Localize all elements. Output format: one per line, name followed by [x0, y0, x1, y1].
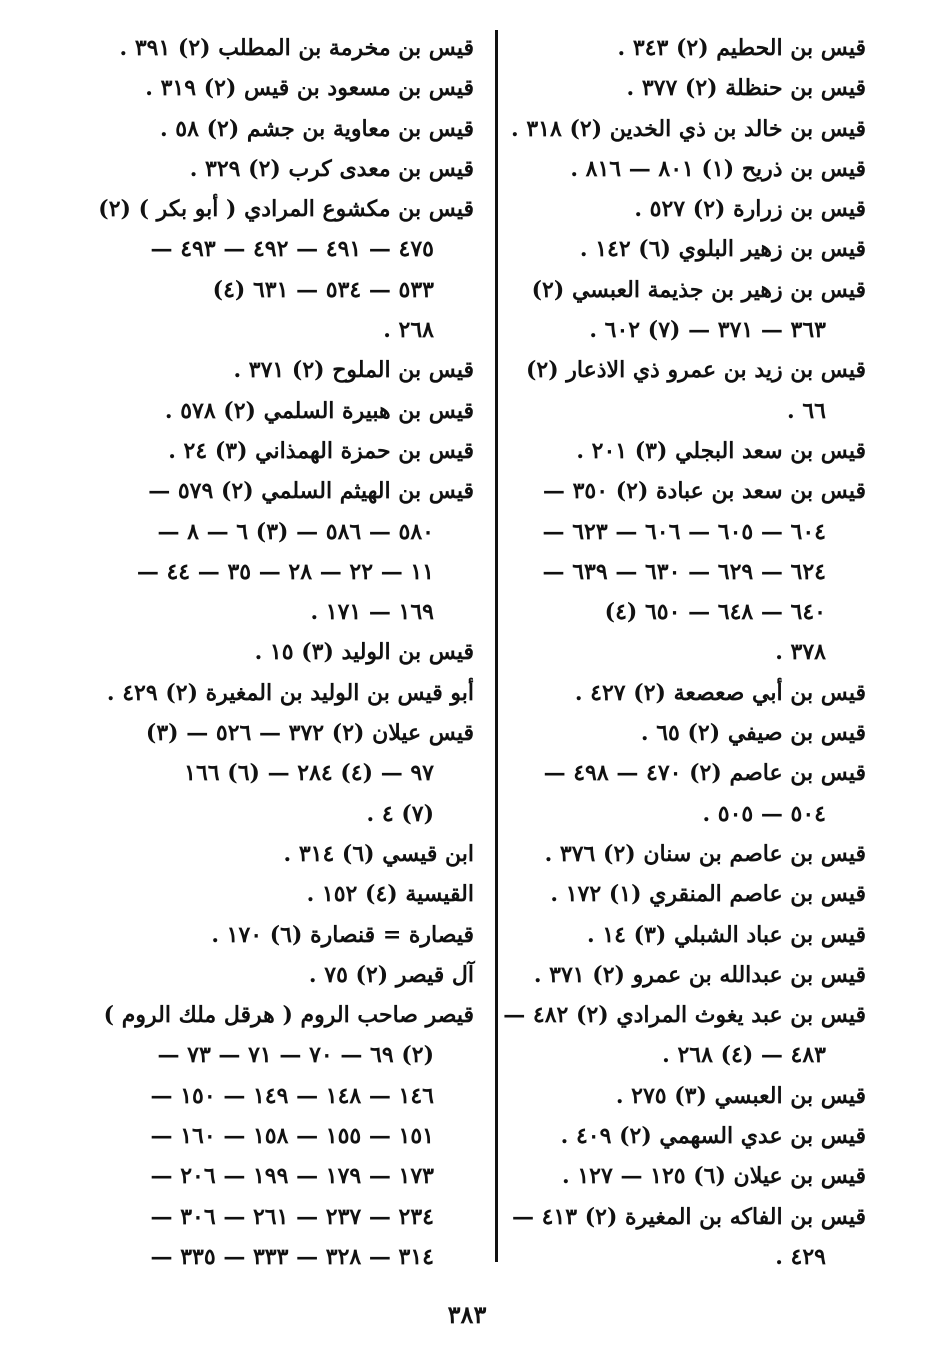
index-entry: قيس بن مكشوع المرادي ( أبو بكر ) (٢) — [98, 196, 474, 223]
index-entry: قيس بن زيد بن عمرو ذي الاذعار (٢) — [525, 357, 866, 384]
index-entry: قيس بن عيلان (٦) ١٢٥ — ١٢٧ . — [562, 1163, 866, 1190]
index-entry-continuation: ٦٠٤ — ٦٠٥ — ٦٠٦ — ٦٢٣ — — [542, 518, 826, 545]
index-entry-continuation: (٧) ٤ . — [366, 800, 434, 827]
index-entry: قيس بن عاصم (٢) ٤٧٠ — ٤٩٨ — — [543, 760, 866, 787]
index-column-right — [503, 28, 866, 1277]
index-entry: قيس بن الملوح (٢) ٣٧١ . — [233, 357, 474, 384]
index-entry: قيصر صاحب الروم ( هرقل ملك الروم ) — [103, 1002, 474, 1029]
index-entry: قيس بن سعد البجلي (٣) ٢٠١ . — [576, 437, 866, 464]
index-entry: قيس بن الحطيم (٢) ٣٤٣ . — [617, 35, 866, 61]
index-entry: قيس بن عبدالله بن عمرو (٢) ٣٧١ . — [533, 961, 866, 988]
index-entry: قيس بن أبي صعصعة (٢) ٤٢٧ . — [574, 679, 866, 706]
index-entry-continuation: ١٥١ — ١٥٥ — ١٥٨ — ١٦٠ — — [150, 1123, 434, 1150]
index-entry: قيس بن عبد يغوث المرادي (٢) ٤٨٢ — — [503, 1002, 866, 1029]
index-entry: قيس بن حمزة الهمذاني (٣) ٢٤ . — [168, 437, 474, 464]
index-entry-continuation: ٩٧ — (٤) ٢٨٤ — (٦) ١٦٦ — [184, 760, 434, 787]
index-entry-continuation: ٣٦٣ — ٣٧١ — (٧) ٦٠٢ . — [589, 317, 826, 344]
index-entry: قيس بن الوليد (٣) ١٥ . — [254, 639, 474, 666]
index-entry: قيس بن العبسي (٣) ٢٧٥ . — [615, 1082, 866, 1109]
index-entry: أبو قيس بن الوليد بن المغيرة (٢) ٤٢٩ . — [106, 679, 474, 706]
index-entry: قيس بن عباد الشبلي (٣) ١٤ . — [587, 921, 866, 948]
index-entry: قيس بن خالد بن ذي الخدين (٢) ٣١٨ . — [511, 115, 866, 142]
index-entry-continuation: ١٧٣ — ١٧٩ — ١٩٩ — ٢٠٦ — — [150, 1163, 434, 1190]
index-entry: قيس بن حنظلة (٢) ٣٧٧ . — [626, 75, 866, 102]
index-entry: القيسية (٤) ١٥٢ . — [306, 881, 474, 908]
index-entry: قيس بن معدى كرب (٢) ٣٢٩ . — [189, 155, 474, 182]
index-entry: آل قيصر (٢) ٧٥ . — [308, 961, 474, 988]
index-entry: قيس بن زهير بن جذيمة العبسي (٢) — [531, 276, 866, 303]
index-entry: قيس بن زهير البلوي (٦) ١٤٢ . — [579, 236, 866, 263]
index-entry-continuation: ٥٨٠ — ٥٨٦ — (٣) ٦ — ٨ — — [157, 518, 434, 545]
index-entry-continuation: ١٤٦ — ١٤٨ — ١٤٩ — ١٥٠ — — [150, 1082, 434, 1109]
index-entry-continuation: ١١ — ٢٢ — ٢٨ — ٣٥ — ٤٤ — — [136, 558, 434, 585]
index-entry-continuation: ٦٤٠ — ٦٤٨ — ٦٥٠ (٤) — [604, 599, 826, 626]
index-entry-continuation: ١٦٩ — ١٧١ . — [310, 599, 434, 626]
index-entry-continuation: ٣٧٨ . — [775, 639, 826, 666]
index-entry: قيس بن سعد بن عبادة (٢) ٣٥٠ — — [542, 478, 866, 505]
index-entry: قيس بن الهيثم السلمي (٢) ٥٧٩ — — [148, 478, 474, 505]
index-entry-continuation: ٢٣٤ — ٢٣٧ — ٢٦١ — ٣٠٦ — — [150, 1203, 434, 1230]
index-entry-continuation: ٥٠٤ — ٥٠٥ . — [702, 800, 826, 827]
index-column-left — [98, 28, 474, 1277]
index-entry-continuation: ٤٢٩ . — [775, 1243, 826, 1270]
column-divider — [495, 30, 498, 1262]
index-entry: قيس بن مخرمة بن المطلب (٢) ٣٩١ . — [119, 35, 474, 61]
index-entry-continuation: (٢) ٦٩ — ٧٠ — ٧١ — ٧٣ — — [157, 1042, 434, 1069]
index-entry: قيس بن عاصم المنقري (١) ١٧٢ . — [550, 881, 866, 908]
index-entry: قيس بن معاوية بن جشم (٢) ٥٨ . — [159, 115, 474, 142]
index-entry: قيس بن مسعود بن قيس (٢) ٣١٩ . — [145, 75, 474, 102]
index-entry-continuation: ٤٧٥ — ٤٩١ — ٤٩٢ — ٤٩٣ — — [150, 236, 434, 263]
index-entry: قيصارة = قنصارة (٦) ١٧٠ . — [211, 921, 474, 948]
index-entry: قيس بن هبيرة السلمي (٢) ٥٧٨ . — [164, 397, 474, 424]
index-entry: قيس بن ذريح (١) ٨٠١ — ٨١٦ . — [570, 155, 866, 182]
index-entry-continuation: ٦٦ . — [787, 397, 826, 424]
index-entry: قيس بن زرارة (٢) ٥٢٧ . — [634, 196, 866, 223]
index-entry: قيس بن الفاكه بن المغيرة (٢) ٤١٣ — — [511, 1203, 866, 1230]
index-entry-continuation: ٣١٤ — ٣٢٨ — ٣٣٣ — ٣٣٥ — — [150, 1243, 434, 1270]
index-entry-continuation: ٤٨٣ — (٤) ٢٦٨ . — [662, 1042, 826, 1069]
index-entry: قيس بن عدي السهمي (٢) ٤٠٩ . — [560, 1123, 866, 1150]
index-entry-continuation: ٥٣٣ — ٥٣٤ — ٦٣١ (٤) — [212, 276, 434, 303]
index-entry: قيس عيلان (٢) ٣٧٢ — ٥٢٦ — (٣) — [145, 720, 474, 747]
index-entry: ابن قيسي (٦) ٣١٤ . — [283, 840, 474, 867]
index-entry: قيس بن صيفي (٢) ٦٥ . — [640, 720, 866, 747]
index-entry-continuation: ٦٢٤ — ٦٢٩ — ٦٣٠ — ٦٣٩ — — [542, 558, 826, 585]
index-entry-continuation: ٢٦٨ . — [383, 317, 434, 344]
index-entry: قيس بن عاصم بن سنان (٢) ٣٧٦ . — [544, 840, 866, 867]
page-number: ٣٨٣ — [447, 1300, 487, 1329]
